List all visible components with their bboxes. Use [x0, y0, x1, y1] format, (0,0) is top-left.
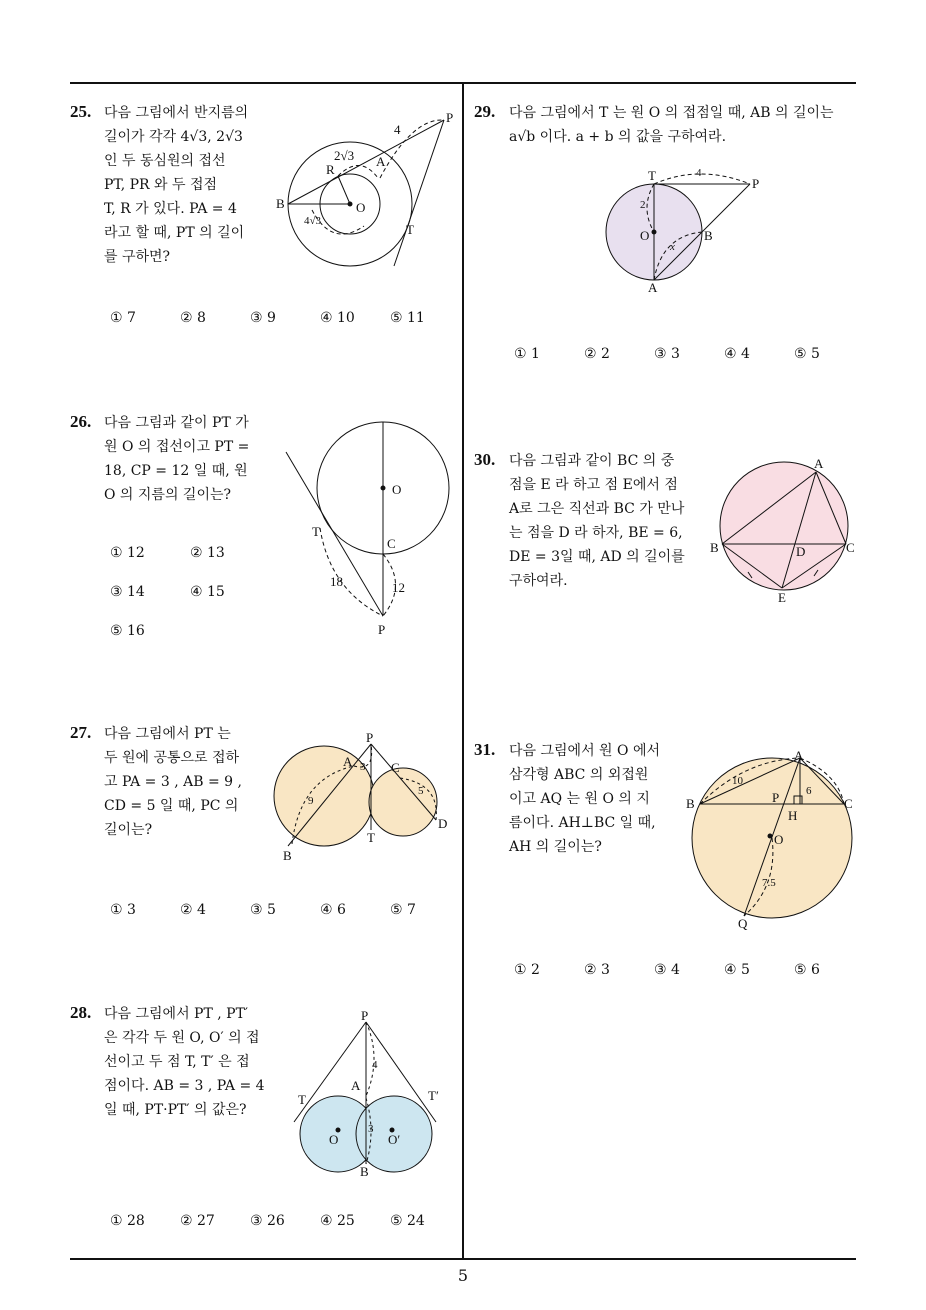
label: T: [298, 1092, 306, 1107]
label: C: [391, 760, 400, 775]
question-text: [104, 101, 248, 269]
question-line: 길이는?: [104, 822, 153, 838]
question-line: 다음 그림과 같이 PT 가: [104, 415, 249, 431]
tangent-pt: [394, 120, 444, 266]
label: O: [329, 1132, 339, 1147]
choice[interactable]: ④ 4: [724, 346, 750, 362]
choice[interactable]: ⑤ 16: [110, 623, 145, 639]
question-line: 원 O 의 접선이고 PT =: [104, 439, 250, 455]
label: P: [772, 790, 780, 805]
question-line: 이고 AQ 는 원 O 의 지: [509, 791, 650, 807]
choice[interactable]: ② 13: [190, 545, 225, 561]
label: O: [356, 200, 366, 215]
choice[interactable]: ③ 5: [250, 902, 276, 918]
choice[interactable]: ⑤ 6: [794, 962, 820, 978]
label: 4: [372, 1059, 378, 1071]
label: C: [844, 796, 853, 811]
center-point: [381, 486, 386, 491]
question-number: 27.: [70, 723, 92, 742]
question-line: 다음 그림에서 PT , PT′: [104, 1006, 249, 1022]
radius-or: [338, 176, 350, 204]
choice[interactable]: ④ 15: [190, 584, 225, 600]
question-line: 름이다. AH⊥BC 일 때,: [509, 815, 656, 831]
label: 4√3: [304, 215, 322, 227]
question-number: 31.: [474, 740, 496, 759]
label: 2: [640, 199, 646, 211]
label: A: [648, 280, 658, 295]
label: B: [283, 848, 292, 863]
label: B: [704, 228, 713, 243]
choice[interactable]: ③ 26: [250, 1213, 285, 1229]
arc-2root3: [338, 165, 378, 178]
label: R: [326, 162, 335, 177]
question-line: DE = 3일 때, AD 의 길이를: [509, 549, 685, 565]
choice[interactable]: ⑤ 24: [390, 1213, 425, 1229]
question-line: 고 PA = 3 , AB = 9 ,: [104, 774, 242, 790]
question-line: AH 의 길이는?: [509, 839, 602, 855]
choice[interactable]: ④ 6: [320, 902, 346, 918]
question-line: 인 두 동심원의 접선: [104, 153, 226, 169]
choice[interactable]: ④ 5: [724, 962, 750, 978]
figure-q25: [272, 108, 462, 288]
label: O: [640, 228, 650, 243]
question-line: 다음 그림과 같이 BC 의 중: [509, 453, 675, 469]
question-number: 30.: [474, 450, 496, 469]
question-line: 길이가 각각 4√3, 2√3: [104, 129, 243, 145]
center-point: [768, 834, 773, 839]
label: B: [276, 196, 285, 211]
label: A: [351, 1078, 361, 1093]
label: A: [343, 754, 353, 769]
question-line: a√b 이다. a + b 의 값을 구하여라.: [509, 129, 727, 145]
question-number: 29.: [474, 102, 496, 121]
label: x: [670, 241, 675, 253]
question-number: 25.: [70, 102, 92, 121]
figure-q27: [270, 728, 460, 873]
label: 4: [696, 167, 702, 179]
label: 12: [392, 580, 405, 595]
label: 7.5: [762, 877, 776, 889]
label: C: [387, 536, 396, 551]
question-line: PT, PR 와 두 접점: [104, 177, 218, 193]
label: H: [788, 808, 798, 823]
choice[interactable]: ④ 10: [320, 310, 355, 326]
choice[interactable]: ⑤ 5: [794, 346, 820, 362]
label: 4: [394, 122, 401, 137]
label: P: [366, 730, 374, 745]
label: P: [378, 622, 386, 637]
choice[interactable]: ③ 3: [654, 346, 680, 362]
arc-4: [654, 174, 750, 184]
label: T: [406, 222, 414, 237]
tangent-pt: [286, 452, 383, 616]
question-line: O 의 지름의 길이는?: [104, 487, 232, 503]
choice[interactable]: ② 2: [584, 346, 610, 362]
label: C: [846, 540, 855, 555]
figure-q31: [684, 746, 864, 931]
label: P: [446, 110, 454, 125]
figure-q26: [280, 420, 450, 640]
center-point: [348, 202, 353, 207]
question-line: 일 때, PT·PT′ 의 값은?: [104, 1102, 247, 1118]
label: 3: [360, 761, 366, 773]
question-number: 26.: [70, 412, 92, 431]
question-line: T, R 가 있다. PA = 4: [104, 201, 237, 217]
page-number: 5: [457, 1266, 469, 1285]
choice[interactable]: ② 3: [584, 962, 610, 978]
line-bp: [288, 120, 444, 204]
choice[interactable]: ④ 25: [320, 1213, 355, 1229]
label: D: [796, 544, 806, 559]
label: O′: [388, 1132, 401, 1147]
figure-q29: [600, 168, 780, 298]
circle: [720, 462, 848, 590]
label: O: [392, 482, 402, 497]
label: A: [794, 748, 804, 763]
center-point: [652, 230, 657, 235]
question-line: 점이다. AB = 3 , PA = 4: [104, 1078, 265, 1094]
label: 3: [368, 1123, 374, 1135]
question-line: 다음 그림에서 원 O 에서: [509, 743, 660, 759]
question-text: [509, 739, 660, 859]
choice[interactable]: ② 27: [180, 1213, 215, 1229]
label: T: [312, 524, 320, 539]
label: T′: [428, 1088, 439, 1103]
choice[interactable]: ③ 9: [250, 310, 276, 326]
question-line: 다음 그림에서 반지름의: [104, 105, 249, 121]
choice[interactable]: ① 28: [110, 1213, 145, 1229]
question-line: 를 구하면?: [104, 249, 171, 265]
label: 18: [330, 574, 343, 589]
question-line: 점을 E 라 하고 점 E에서 점: [509, 477, 678, 493]
label: T: [648, 168, 656, 183]
label: Q: [738, 916, 748, 931]
label: A: [376, 154, 386, 169]
question-text: [509, 101, 834, 149]
choice[interactable]: ① 2: [514, 962, 540, 978]
label: B: [360, 1164, 369, 1179]
choice[interactable]: ② 8: [180, 310, 206, 326]
question-text: [509, 449, 685, 593]
label: 2√3: [334, 148, 355, 163]
question-line: 는 점을 D 라 하자, BE = 6,: [509, 525, 683, 541]
choice[interactable]: ③ 4: [654, 962, 680, 978]
label: D: [438, 816, 448, 831]
choice[interactable]: ① 12: [110, 545, 145, 561]
question-line: 삼각형 ABC 의 외접원: [509, 767, 649, 783]
choice[interactable]: ③ 14: [110, 584, 145, 600]
figure-q28: [290, 1008, 460, 1183]
arc-18: [320, 528, 383, 616]
question-line: 구하여라.: [509, 573, 568, 589]
label: B: [686, 796, 695, 811]
label: 10: [732, 775, 743, 787]
label: B: [710, 540, 719, 555]
label: 9: [308, 795, 314, 807]
choice[interactable]: ① 1: [514, 346, 540, 362]
label: T: [367, 830, 375, 845]
label: 5: [418, 785, 424, 797]
question-line: 다음 그림에서 T 는 원 O 의 접점일 때, AB 의 길이는: [509, 105, 834, 121]
question-line: CD = 5 일 때, PC 의: [104, 798, 239, 814]
question-text: [104, 411, 249, 507]
label: P: [752, 176, 760, 191]
choice[interactable]: ② 4: [180, 902, 206, 918]
bottom-rule: [70, 1258, 856, 1260]
choice[interactable]: ⑤ 11: [390, 310, 425, 326]
question-line: 라고 할 때, PT 의 길이: [104, 225, 245, 241]
question-number: 28.: [70, 1003, 92, 1022]
choice[interactable]: ① 3: [110, 902, 136, 918]
question-text: [104, 722, 242, 842]
question-line: 선이고 두 점 T, T′ 은 접: [104, 1054, 250, 1070]
choice[interactable]: ① 7: [110, 310, 136, 326]
figure-q30: [708, 456, 868, 606]
label: P: [361, 1008, 369, 1023]
question-line: 18, CP = 12 일 때, 원: [104, 463, 248, 479]
question-line: 두 원에 공통으로 접하: [104, 750, 240, 766]
question-line: A로 그은 직선과 BC 가 만나: [509, 501, 685, 517]
choice[interactable]: ⑤ 7: [390, 902, 416, 918]
label: 6: [806, 785, 812, 797]
column-divider: [462, 82, 464, 1260]
question-line: 은 각각 두 원 O, O′ 의 접: [104, 1030, 260, 1046]
label: O: [774, 832, 784, 847]
question-line: 다음 그림에서 PT 는: [104, 726, 231, 742]
label: E: [778, 590, 786, 605]
label: A: [814, 456, 824, 471]
left-circle: [274, 746, 374, 846]
question-text: [104, 1002, 265, 1122]
